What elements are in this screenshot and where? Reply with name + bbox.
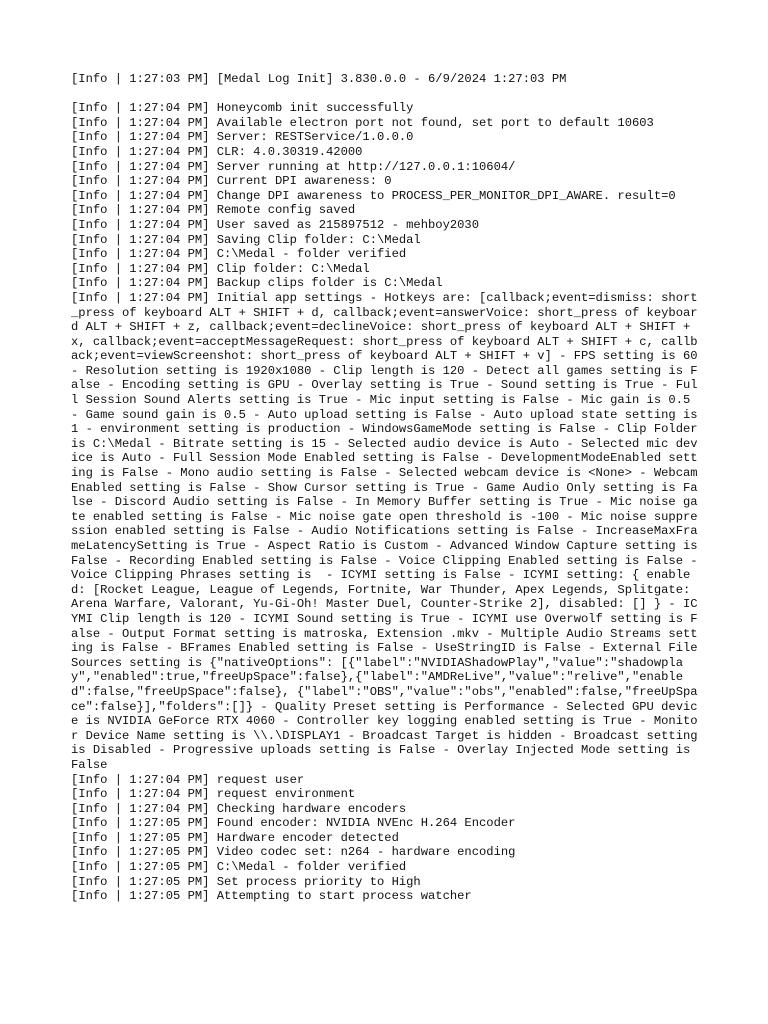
log-line: [Info | 1:27:05 PM] Set process priority to High xyxy=(71,874,421,889)
log-line: [Info | 1:27:04 PM] request user xyxy=(71,772,305,787)
log-line-app-settings: [Info | 1:27:04 PM] Initial app settings - Hotkeys are: [callback;event=dismiss: short_press of keyboard ALT + SHIFT + d, callback;event=answerVoice: short_press of keyboard ALT + SHIFT + z, callback;event=declineVoice: short_press of keyboard ALT + SHIFT + x, callback;event=acceptMessageRequest: short_press of keyboard ALT + SHIFT + c, callback;event=viewScreenshot: short_press of keyboard ALT + SHIFT + v] - FPS setting is 60 - Resolution setting is 1920x1080 - Clip length is 120 - Detect all games setting is False - Encoding setting is GPU - Overlay setting is True - Sound setting is True - Full Session Sound Alerts setting is True - Mic input setting is False - Mic gain is 0.5 - Game sound gain is 0.5 - Auto upload setting is False - Auto upload state setting is 1 - environment setting is production - WindowsGameMode setting is False - Clip Folder is C:\Medal - Bitrate setting is 15 - Selected audio device is Auto - Selected mic device is Auto - Full Session Mode Enabled setting is False - DevelopmentModeEnabled setting is False - Mono audio setting is False - Selected webcam device is <None> - WebcamEnabled setting is False - Show Cursor setting is True - Game Audio Only setting is False - Discord Audio setting is False - In Memory Buffer setting is True - Mic noise gate enabled setting is False - Mic noise gate open threshold is -100 - Mic noise suppression enabled setting is False - Audio Notifications setting is False - IncreaseMaxFrameLatencySetting is True - Aspect Ratio is Custom - Advanced Window Capture setting is False - Recording Enabled setting is False - Voice Clipping Enabled setting is False - Voice Clipping Phrases setting is - ICYMI setting is False - ICYMI setting: { enabled: [Rocket League, League of Legends, Fortnite, War Thunder, Apex Legends, Splitgate: Arena Warfare, Valorant, Yu-Gi-Oh! Master Duel, Counter-Strike 2], disabled: [] } - ICYMI Clip length is 120 - ICYMI Sound setting is True - ICYMI use Overwolf setting is False - Output Format setting is matroska, Extension .mkv - Multiple Audio Streams setting is False - BFrames Enabled setting is False - UseStringID is False - External File Sources setting is {"nativeOptions": [{"label":"NVIDIAShadowPlay","value":"shadowplay","enabled":true,"freeUpSpace":false},{"label":"AMDReLive","value":"relive","enabled":false,"freeUpSpace":false}, {"label":"OBS","value":"obs","enabled":false,"freeUpSpace":false}],"folders":[]} - Quality Preset setting is Performance - Selected GPU device is NVIDIA GeForce RTX 4060 - Controller key logging enabled setting is True - Monitor Device Name setting is \\.\DISPLAY1 - Broadcast Target is hidden - Broadcast setting is Disabled - Progressive uploads setting is False - Overlay Injected Mode setting is False xyxy=(71,290,705,772)
log-header-line: [Info | 1:27:03 PM] [Medal Log Init] 3.830.0.0 - 6/9/2024 1:27:03 PM xyxy=(71,72,567,86)
log-line: [Info | 1:27:04 PM] Server: RESTService/1.0.0.0 xyxy=(71,130,414,145)
log-line: [Info | 1:27:05 PM] Attempting to start process watcher xyxy=(71,889,472,904)
log-line: [Info | 1:27:04 PM] Checking hardware encoders xyxy=(71,801,407,816)
log-line: [Info | 1:27:04 PM] C:\Medal - folder verified xyxy=(71,247,407,262)
log-line: [Info | 1:27:05 PM] Hardware encoder detected xyxy=(71,830,399,845)
log-line: [Info | 1:27:04 PM] Remote config saved xyxy=(71,203,356,218)
blank-line xyxy=(71,87,701,102)
log-line: [Info | 1:27:05 PM] C:\Medal - folder verified xyxy=(71,860,407,875)
log-line: [Info | 1:27:04 PM] request environment xyxy=(71,787,356,802)
log-line: [Info | 1:27:05 PM] Found encoder: NVIDIA NVEnc H.264 Encoder xyxy=(71,816,516,831)
log-line: [Info | 1:27:04 PM] User saved as 215897512 - mehboy2030 xyxy=(71,217,479,232)
log-line: [Info | 1:27:04 PM] Saving Clip folder: C:\Medal xyxy=(71,232,421,247)
log-line: [Info | 1:27:04 PM] CLR: 4.0.30319.42000 xyxy=(71,144,363,159)
log-line: [Info | 1:27:04 PM] Clip folder: C:\Medal xyxy=(71,261,370,276)
log-line: [Info | 1:27:04 PM] Change DPI awareness to PROCESS_PER_MONITOR_DPI_AWARE. result=0 xyxy=(71,188,676,203)
log-document xyxy=(71,72,705,904)
log-line: [Info | 1:27:04 PM] Available electron port not found, set port to default 10603 xyxy=(71,115,654,130)
log-line: [Info | 1:27:04 PM] Honeycomb init successfully xyxy=(71,101,414,116)
log-line: [Info | 1:27:04 PM] Current DPI awareness: 0 xyxy=(71,174,392,189)
log-line: [Info | 1:27:04 PM] Server running at http://127.0.0.1:10604/ xyxy=(71,159,516,174)
log-line: [Info | 1:27:04 PM] Backup clips folder is C:\Medal xyxy=(71,276,443,291)
log-line: [Info | 1:27:05 PM] Video codec set: n264 - hardware encoding xyxy=(71,845,516,860)
